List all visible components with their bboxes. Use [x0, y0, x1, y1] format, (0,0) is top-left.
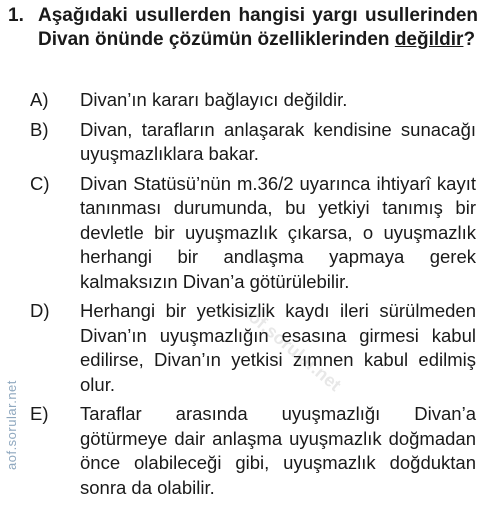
option-b[interactable]: [30, 118, 476, 167]
question-stem: [38, 4, 478, 52]
question-number: 1.: [8, 5, 24, 26]
question-negation: değildir: [394, 29, 464, 50]
question-stem-text: Aşağıdaki usullerden hangisi yargı usullerinden Divan önünde çözümün özelliklerinden: [38, 5, 478, 50]
diagonal-watermark: aof.sorular.net: [237, 300, 346, 396]
option-a[interactable]: [30, 88, 476, 113]
option-letter: C): [30, 172, 50, 194]
question-mark: ?: [463, 29, 476, 50]
side-watermark: aof.sorular.net: [4, 380, 19, 470]
option-d[interactable]: [30, 299, 476, 397]
option-text: Taraflar arasında uyuşmazlığı Divan’a götürmeye dair anlaşma uyuşmazlık doğmadan önce olabileceği gibi, uyuşmazlık doğduktan sonra da olabilir.: [80, 403, 476, 498]
option-letter: A): [30, 89, 49, 110]
option-text: Divan, tarafların anlaşarak kendisine sunacağı uyuşmazlıklara bakar.: [80, 118, 476, 164]
option-letter: B): [30, 118, 49, 140]
option-text: Divan Statüsü’nün m.36/2 uyarınca ihtiyarî kayıt tanınması durumunda, bu yetkiyi tanımış bir devletle bir uyuşmazlık çıkarsa, o uyuşmazlık herhangi bir andlaşma yapmaya gerek kalmaksızın Divan’a götürülebilir.: [80, 172, 476, 292]
options-list: [30, 88, 476, 505]
option-e[interactable]: [30, 402, 476, 500]
option-c[interactable]: [30, 172, 476, 295]
option-text: Herhangi bir yetkisizlik kaydı ileri sürülmeden Divan’ın uyuşmazlığın esasına girmesi kabul edilirse, Divan’ın yetkisi zımnen kabul edilmiş olur.: [80, 300, 476, 395]
option-letter: D): [30, 300, 50, 321]
option-letter: E): [30, 403, 49, 424]
option-text: Divan’ın kararı bağlayıcı değildir.: [80, 89, 348, 110]
